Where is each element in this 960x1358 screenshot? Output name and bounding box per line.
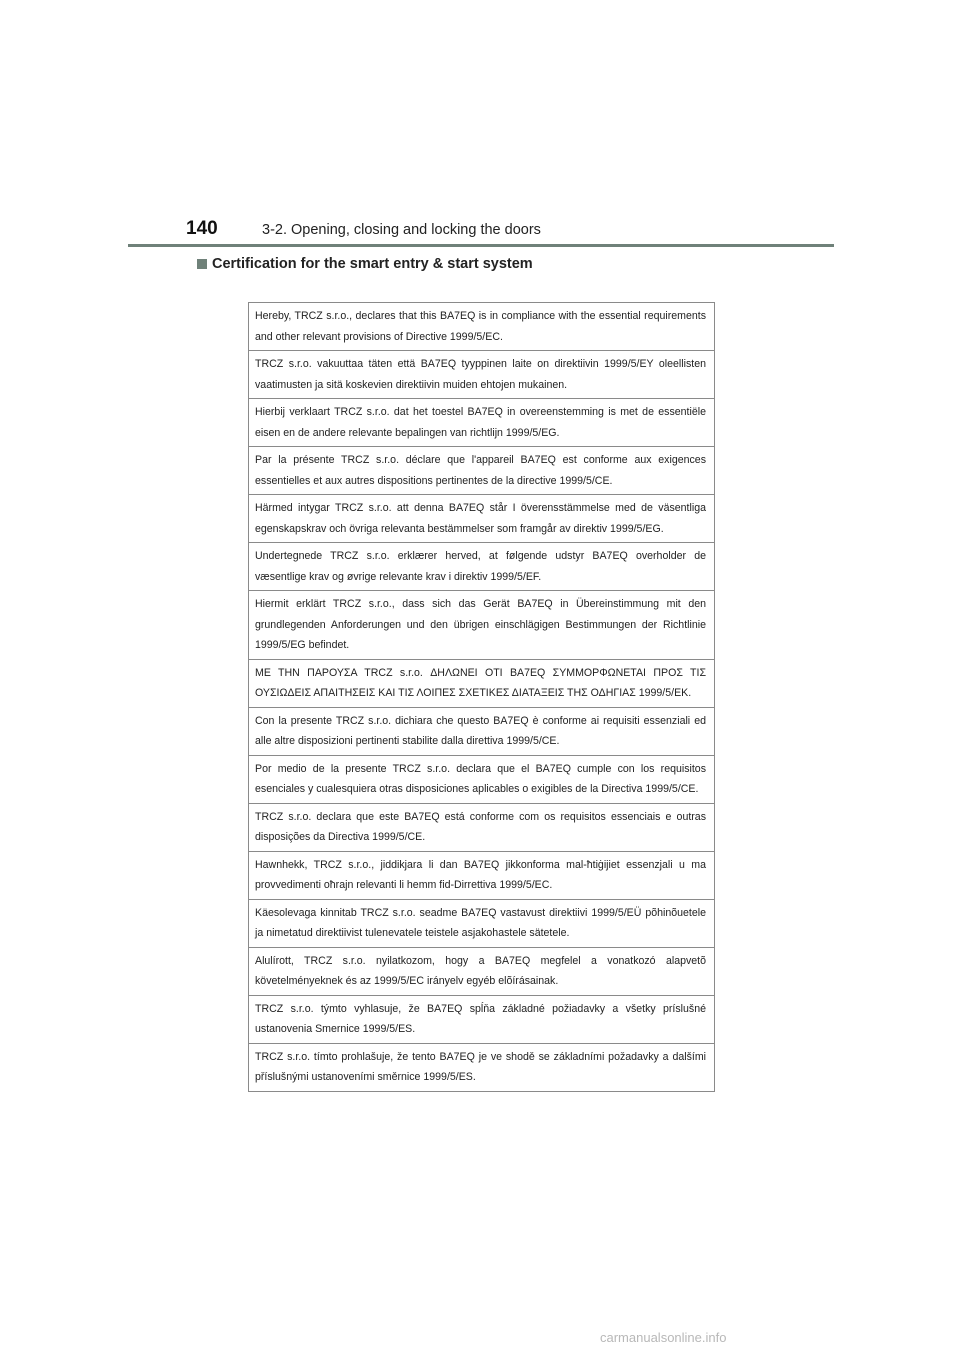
certification-table [248, 302, 715, 1092]
table-row [249, 399, 715, 447]
table-row [249, 707, 715, 755]
table-row [249, 1043, 715, 1091]
page-header [128, 218, 834, 244]
declaration-it: Con la presente TRCZ s.r.o. dichiara che questo BA7EQ è conforme ai requisiti essenziali ed alle altre disposizioni pertinenti stabilite dalla direttiva 1999/5/CE. [249, 707, 715, 755]
declaration-de: Hiermit erklärt TRCZ s.r.o., dass sich das Gerät BA7EQ in Übereinstimmung mit den grundlegenden Anforderungen und den übrigen einschlägigen Bestimmungen der Richtlinie 1999/5/EG befindet. [249, 591, 715, 660]
table-row [249, 591, 715, 660]
declaration-en: Hereby, TRCZ s.r.o., declares that this BA7EQ is in compliance with the essential requirements and other relevant provisions of Directive 1999/5/EC. [249, 303, 715, 351]
declaration-pt: TRCZ s.r.o. declara que este BA7EQ está conforme com os requisitos essenciais e outras disposições da Directiva 1999/5/CE. [249, 803, 715, 851]
declaration-nl: Hierbij verklaart TRCZ s.r.o. dat het toestel BA7EQ in overeenstemming is met de essentiële eisen en de andere relevante bepalingen van richtlijn 1999/5/EG. [249, 399, 715, 447]
declaration-cs: TRCZ s.r.o. tímto prohlašuje, že tento BA7EQ je ve shodě se základními požadavky a dalšími příslušnými ustanoveními směrnice 1999/5/ES. [249, 1043, 715, 1091]
declaration-mt: Hawnhekk, TRCZ s.r.o., jiddikjara li dan BA7EQ jikkonforma mal-ħtiġijiet essenzjali u ma provvedimenti oħrajn relevanti li hemm fid-Dirrettiva 1999/5/EC. [249, 851, 715, 899]
header-divider [128, 244, 834, 247]
table-row [249, 755, 715, 803]
table-row [249, 659, 715, 707]
table-row [249, 351, 715, 399]
section-title: 3-2. Opening, closing and locking the doors [262, 222, 541, 238]
table-row [249, 495, 715, 543]
table-row [249, 851, 715, 899]
table-row [249, 995, 715, 1043]
declaration-et: Käesolevaga kinnitab TRCZ s.r.o. seadme BA7EQ vastavust direktiivi 1999/5/EÜ põhinõuetele ja nimetatud direktiivist tulenevatele teistele asjakohastele sätetele. [249, 899, 715, 947]
table-row [249, 543, 715, 591]
table-row [249, 899, 715, 947]
declaration-sk: TRCZ s.r.o. týmto vyhlasuje, že BA7EQ spĺňa základné požiadavky a všetky príslušné ustanovenia Smernice 1999/5/ES. [249, 995, 715, 1043]
declaration-fi: TRCZ s.r.o. vakuuttaa täten että BA7EQ tyyppinen laite on direktiivin 1999/5/EY oleellisten vaatimusten ja sitä koskevien direktiivin muiden ehtojen mukainen. [249, 351, 715, 399]
declaration-el: ΜΕ ΤΗΝ ΠΑΡΟΥΣΑ TRCZ s.r.o. ΔΗΛΩΝΕΙ ΟΤΙ BA7EQ ΣΥΜΜΟΡΦΩΝΕΤΑΙ ΠΡΟΣ ΤΙΣ ΟΥΣΙΩΔΕΙΣ ΑΠΑΙΤΗΣΕΙΣ ΚΑΙ ΤΙΣ ΛΟΙΠΕΣ ΣΧΕΤΙΚΕΣ ΔΙΑΤΑΞΕΙΣ ΤΗΣ ΟΔΗΓΙΑΣ 1999/5/ΕΚ. [249, 659, 715, 707]
table-row [249, 947, 715, 995]
subheading [197, 256, 533, 272]
declaration-hu: Alulírott, TRCZ s.r.o. nyilatkozom, hogy a BA7EQ megfelel a vonatkozó alapvetõ követelményeknek és az 1999/5/EC irányelv egyéb elõírásainak. [249, 947, 715, 995]
page-number: 140 [186, 218, 218, 239]
declaration-sv: Härmed intygar TRCZ s.r.o. att denna BA7EQ står I överensstämmelse med de väsentliga egenskapskrav och övriga relevanta bestämmelser som framgår av direktiv 1999/5/EG. [249, 495, 715, 543]
table-row [249, 303, 715, 351]
declaration-es: Por medio de la presente TRCZ s.r.o. declara que el BA7EQ cumple con los requisitos esenciales y cualesquiera otras disposiciones aplicables o exigibles de la Directiva 1999/5/CE. [249, 755, 715, 803]
declaration-da: Undertegnede TRCZ s.r.o. erklærer herved, at følgende udstyr BA7EQ overholder de væsentlige krav og øvrige relevante krav i direktiv 1999/5/EF. [249, 543, 715, 591]
square-bullet-icon [197, 259, 207, 269]
declaration-fr: Par la présente TRCZ s.r.o. déclare que l'appareil BA7EQ est conforme aux exigences essentielles et aux autres dispositions pertinentes de la directive 1999/5/CE. [249, 447, 715, 495]
table-row [249, 447, 715, 495]
table-row [249, 803, 715, 851]
subheading-text: Certification for the smart entry & start system [212, 256, 533, 272]
watermark-link[interactable]: carmanualsonline.info [600, 1330, 727, 1345]
